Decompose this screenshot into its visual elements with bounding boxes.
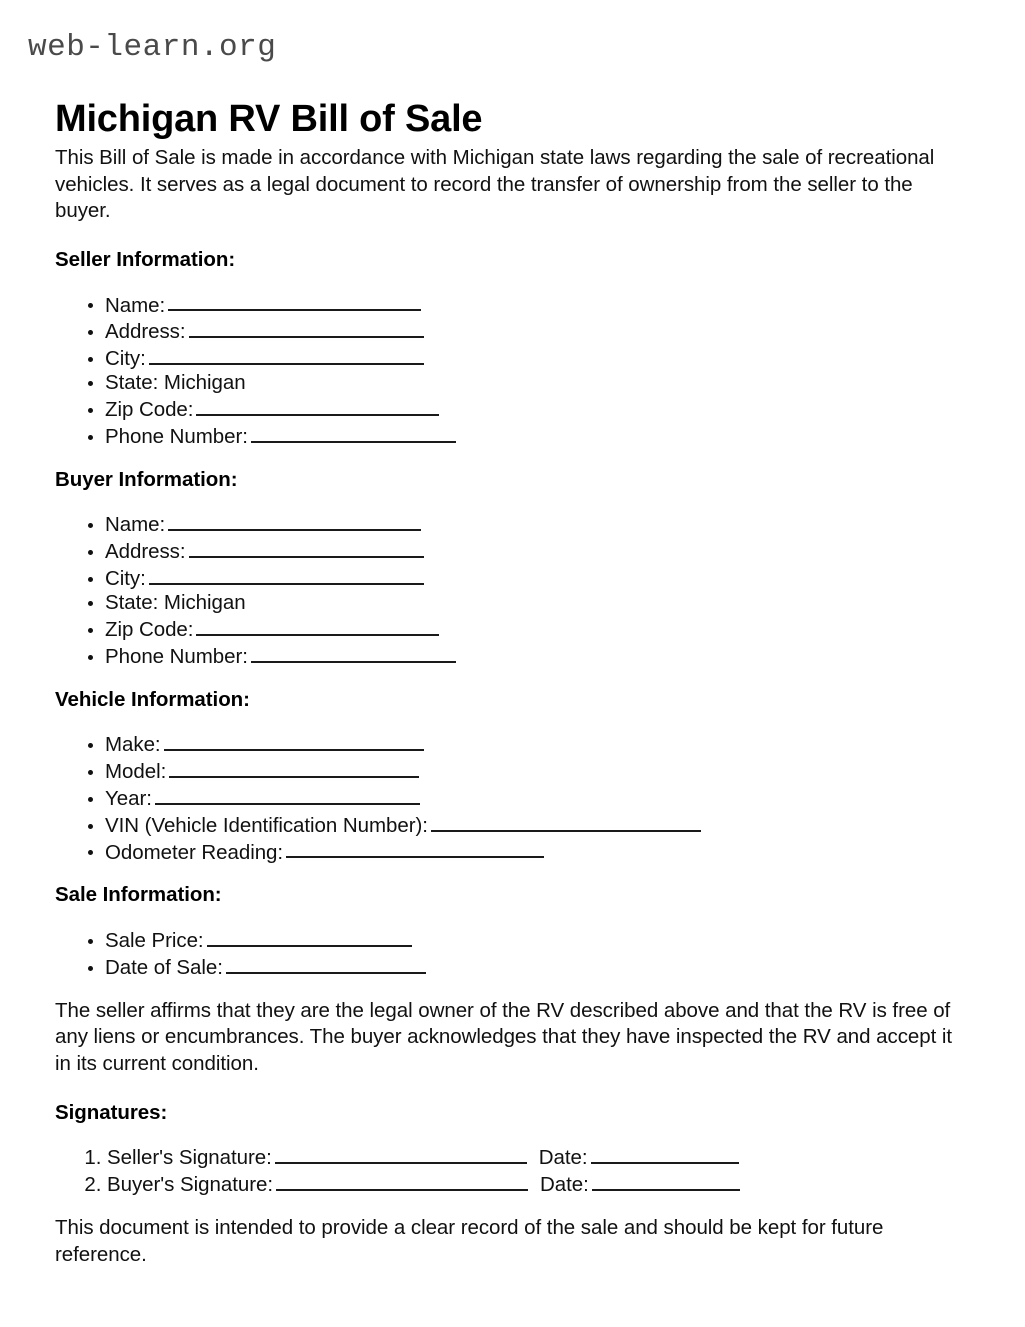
list-item [105,838,970,865]
list-item [105,784,970,811]
field-label-name: Name: [105,513,166,537]
sale-field-list [55,926,970,980]
field-label-sale-price: Sale Price: [105,928,204,952]
field-label-city: City: [105,347,146,371]
section-heading-seller: Seller Information: [55,247,236,271]
field-label-phone: Phone Number: [105,644,248,668]
page-title: Michigan RV Bill of Sale [55,98,483,141]
field-blank-phone[interactable] [251,642,456,663]
list-item [107,1143,970,1170]
list-item [105,730,970,757]
list-item [105,757,970,784]
document-body [55,145,970,1268]
field-label-zip: Zip Code: [105,397,194,421]
list-item [105,642,970,669]
list-item [105,564,970,591]
field-blank-name[interactable] [168,291,421,312]
date-label-seller: Date: [538,1146,588,1170]
section-heading-vehicle: Vehicle Information: [55,687,250,711]
field-label-vin: VIN (Vehicle Identification Number): [105,813,428,837]
list-item [105,422,970,449]
field-blank-year[interactable] [155,784,420,805]
section-heading-buyer: Buyer Information: [55,467,238,491]
field-label-year: Year: [105,786,152,810]
seller-field-list [55,291,970,449]
list-item [105,615,970,642]
list-item [105,953,970,980]
field-label-date-of-sale: Date of Sale: [105,955,223,979]
list-item [105,926,970,953]
field-blank-model[interactable] [169,757,419,778]
list-item [105,537,970,564]
field-label-zip: Zip Code: [105,617,194,641]
list-item [107,1170,970,1197]
closing-paragraph: This document is intended to provide a clear record of the sale and should be kept for future reference. [55,1216,884,1266]
signature-label-seller: Seller's Signature: [107,1146,272,1170]
field-label-state: State: [105,590,159,614]
section-heading-signatures: Signatures: [55,1100,168,1124]
field-blank-address[interactable] [189,537,424,558]
signature-label-buyer: Buyer's Signature: [107,1173,273,1197]
list-item [105,291,970,318]
affirmation-paragraph: The seller affirms that they are the legal owner of the RV described above and that the RV is free of any liens or encumbrances. The buyer acknowledges that they have inspected the RV and accept it in its current condition. [55,998,953,1076]
list-item [105,811,970,838]
field-blank-vin[interactable] [431,811,701,832]
list-item [105,317,970,344]
field-label-address: Address: [105,320,186,344]
field-blank-date-of-sale[interactable] [226,953,426,974]
field-label-phone: Phone Number: [105,424,248,448]
section-heading-sale: Sale Information: [55,883,222,907]
field-blank-city[interactable] [149,564,424,585]
field-label-state: State: [105,371,159,395]
field-label-model: Model: [105,759,167,783]
signature-list [55,1143,970,1197]
list-item [105,510,970,537]
field-blank-address[interactable] [189,317,424,338]
field-blank-make[interactable] [164,730,424,751]
list-item [105,371,970,395]
signature-blank-seller[interactable] [275,1143,527,1164]
field-label-odometer: Odometer Reading: [105,840,284,864]
field-blank-odometer[interactable] [286,838,544,859]
field-label-city: City: [105,566,146,590]
buyer-field-list [55,510,970,668]
field-blank-name[interactable] [168,510,421,531]
field-value-state: Michigan [163,590,246,614]
date-label-buyer: Date: [539,1173,589,1197]
list-item [105,591,970,615]
field-blank-zip[interactable] [196,395,439,416]
field-blank-sale-price[interactable] [207,926,412,947]
date-blank-buyer[interactable] [592,1170,740,1191]
field-label-name: Name: [105,293,166,317]
field-blank-phone[interactable] [251,422,456,443]
vehicle-field-list [55,730,970,864]
field-label-address: Address: [105,540,186,564]
list-item [105,344,970,371]
site-watermark: web-learn.org [28,30,277,65]
intro-paragraph: This Bill of Sale is made in accordance with Michigan state laws regarding the sale of recreational vehicles. It serves as a legal document to record the transfer of ownership from the seller to the buyer. [55,146,935,223]
field-blank-zip[interactable] [196,615,439,636]
date-blank-seller[interactable] [591,1143,739,1164]
field-value-state: Michigan [163,371,246,395]
field-blank-city[interactable] [149,344,424,365]
field-label-make: Make: [105,733,161,757]
list-item [105,395,970,422]
signature-blank-buyer[interactable] [276,1170,528,1191]
